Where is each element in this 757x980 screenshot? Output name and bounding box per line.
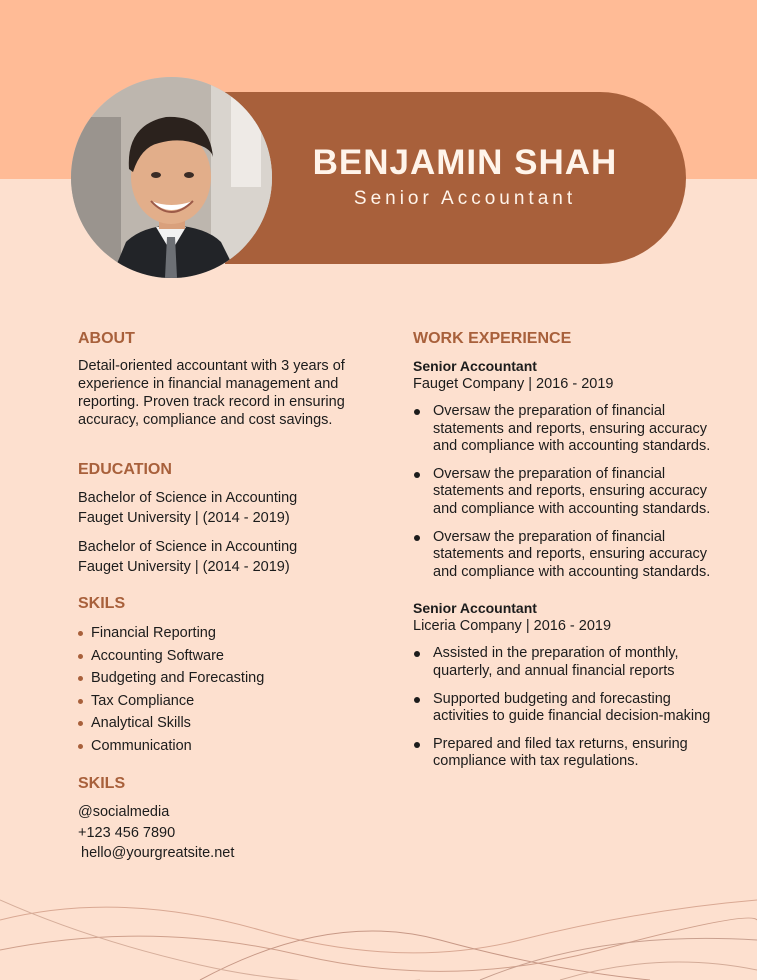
duty-item: Oversaw the preparation of financial statements and reports, ensuring accuracy and compliance with accounting standards. bbox=[413, 529, 713, 582]
education-section bbox=[78, 460, 368, 577]
about-section bbox=[78, 329, 368, 429]
education-degree: Bachelor of Science in Accounting bbox=[78, 490, 298, 506]
job-company: Liceria Company | 2016 - 2019 bbox=[413, 618, 612, 635]
skill-item: Communication bbox=[78, 735, 368, 758]
about-text: Detail-oriented accountant with 3 years of experience in financial management and reporting. Proven track record in ensuring accuracy, compliance and cost savings. bbox=[78, 358, 345, 428]
skill-item: Financial Reporting bbox=[78, 622, 368, 645]
person-portrait-icon bbox=[71, 77, 272, 278]
duty-item: Oversaw the preparation of financial statements and reports, ensuring accuracy and compliance with accounting standards. bbox=[413, 466, 713, 519]
skill-item: Accounting Software bbox=[78, 645, 368, 668]
candidate-name: BENJAMIN SHAH bbox=[312, 143, 618, 182]
education-item bbox=[78, 488, 368, 528]
experience-heading: WORK EXPERIENCE bbox=[413, 330, 572, 347]
job-title: Senior Accountant bbox=[353, 188, 577, 209]
skills-heading: SKILS bbox=[78, 595, 126, 612]
duties-list bbox=[413, 645, 713, 771]
duty-item: Assisted in the preparation of monthly, quarterly, and annual financial reports bbox=[413, 645, 713, 680]
skill-item: Budgeting and Forecasting bbox=[78, 667, 368, 690]
contact-section bbox=[78, 774, 368, 864]
right-column bbox=[413, 329, 713, 781]
skills-section bbox=[78, 594, 368, 757]
duty-item: Supported budgeting and forecasting activities to guide financial decision-making bbox=[413, 691, 713, 726]
phone-number: +123 456 7890 bbox=[78, 824, 176, 841]
duty-item: Prepared and filed tax returns, ensuring compliance with tax regulations. bbox=[413, 736, 713, 771]
website-link[interactable]: hello@yourgreatsite.net bbox=[81, 845, 235, 861]
job-company: Fauget Company | 2016 - 2019 bbox=[413, 376, 614, 392]
profile-photo bbox=[71, 77, 272, 278]
job-role: Senior Accountant bbox=[413, 600, 537, 617]
duties-list bbox=[413, 403, 713, 581]
skill-item: Analytical Skills bbox=[78, 712, 368, 735]
skill-item: Tax Compliance bbox=[78, 690, 368, 713]
decorative-wave-lines bbox=[0, 880, 757, 980]
left-column bbox=[78, 329, 368, 864]
contact-heading: SKILS bbox=[78, 775, 126, 792]
duty-item: Oversaw the preparation of financial statements and reports, ensuring accuracy and compliance with accounting standards. bbox=[413, 403, 713, 456]
education-item bbox=[78, 537, 368, 577]
education-degree: Bachelor of Science in Accounting bbox=[78, 539, 298, 555]
education-school: Fauget University | (2014 - 2019) bbox=[78, 559, 290, 575]
education-heading: EDUCATION bbox=[78, 461, 172, 478]
job-role: Senior Accountant bbox=[413, 358, 537, 374]
skills-list bbox=[78, 622, 368, 757]
job-entry bbox=[413, 599, 713, 771]
social-handle: @socialmedia bbox=[78, 804, 170, 820]
education-school: Fauget University | (2014 - 2019) bbox=[78, 510, 290, 526]
job-entry bbox=[413, 357, 713, 581]
about-heading: ABOUT bbox=[78, 330, 135, 347]
